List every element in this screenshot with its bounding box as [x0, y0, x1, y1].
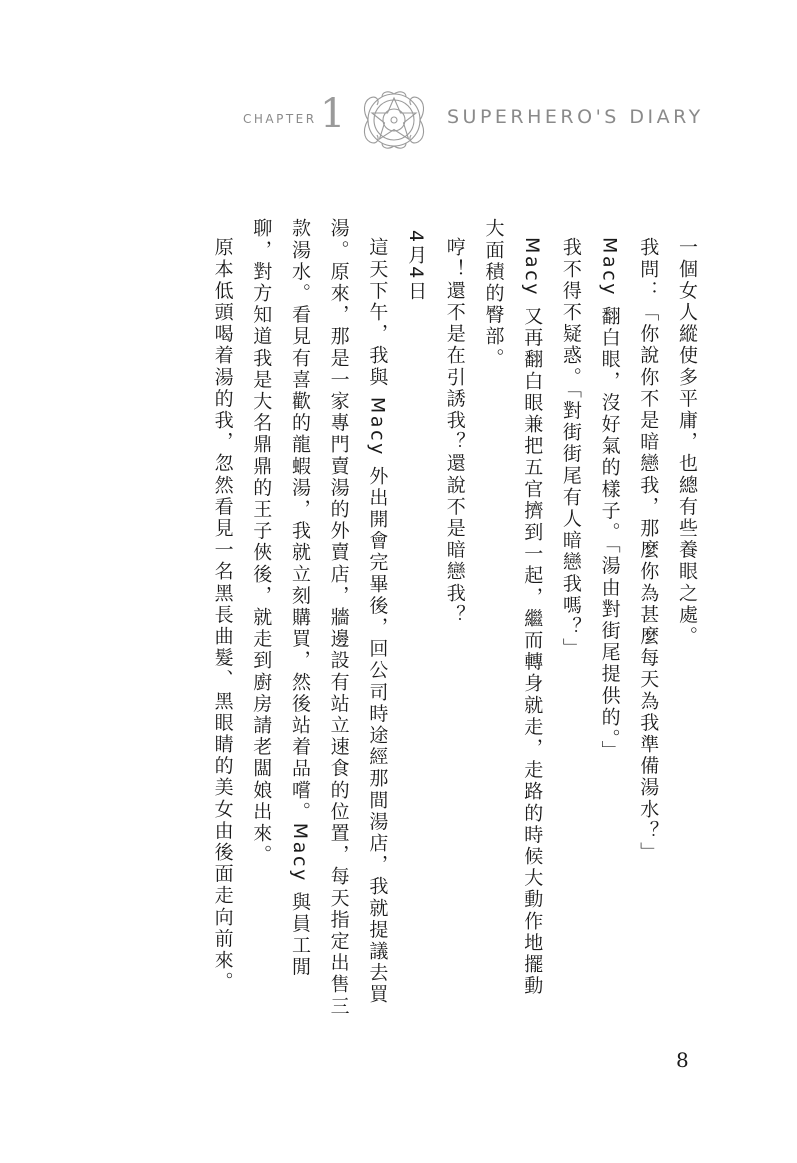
chapter-number: 1 [320, 91, 346, 137]
book-title: SUPERHERO'S DIARY [447, 106, 704, 128]
page-number: 8 [676, 1048, 689, 1072]
date-heading: 4月4日 [405, 230, 428, 303]
paragraph: 我問：「你說你不是暗戀我，那麼你為甚麼每天為我準備湯水？」 [637, 237, 660, 864]
paragraph: 這天下午，我與 Macy 外出開會完畢後，回公司時途經那間湯店，我就提議去買湯。原來，那是一家專門賣湯的外賣店，牆邊設有站立速食的位置，每天指定出售三款湯水。看見有喜歡的龍蝦湯，我就立刻購買，然後站着品嚐。Macy 與員工閒聊，對方知道我是大名鼎鼎的王子俠後，就走到廚房請老闆娘出來。 [250, 218, 389, 1018]
paragraph: 一個女人縱使多平庸，也總有些養眼之處。 [676, 237, 698, 648]
chapter-label: CHAPTER [243, 112, 317, 126]
paragraph: 原本低頭喝着湯的我，忽然看見一名黑長曲髮、黑眼睛的美女由後面走向前來。 [211, 237, 234, 993]
running-header [0, 88, 797, 152]
paragraph: 哼！還不是在引誘我？還說不是暗戀我？ [443, 237, 466, 626]
vertical-body-text [128, 218, 706, 1018]
paragraph: Macy 又再翻白眼兼把五官擠到一起，繼而轉身就走，走路的時候大動作地擺動大面積的臀部。 [482, 218, 544, 997]
paragraph: Macy 翻白眼，沒好氣的樣子。「湯由對街尾提供的。」 [598, 237, 621, 762]
paragraph: 我不得不疑惑。「對街街尾有人暗戀我嗎？」 [559, 237, 582, 660]
star-ornament-icon [360, 88, 428, 152]
